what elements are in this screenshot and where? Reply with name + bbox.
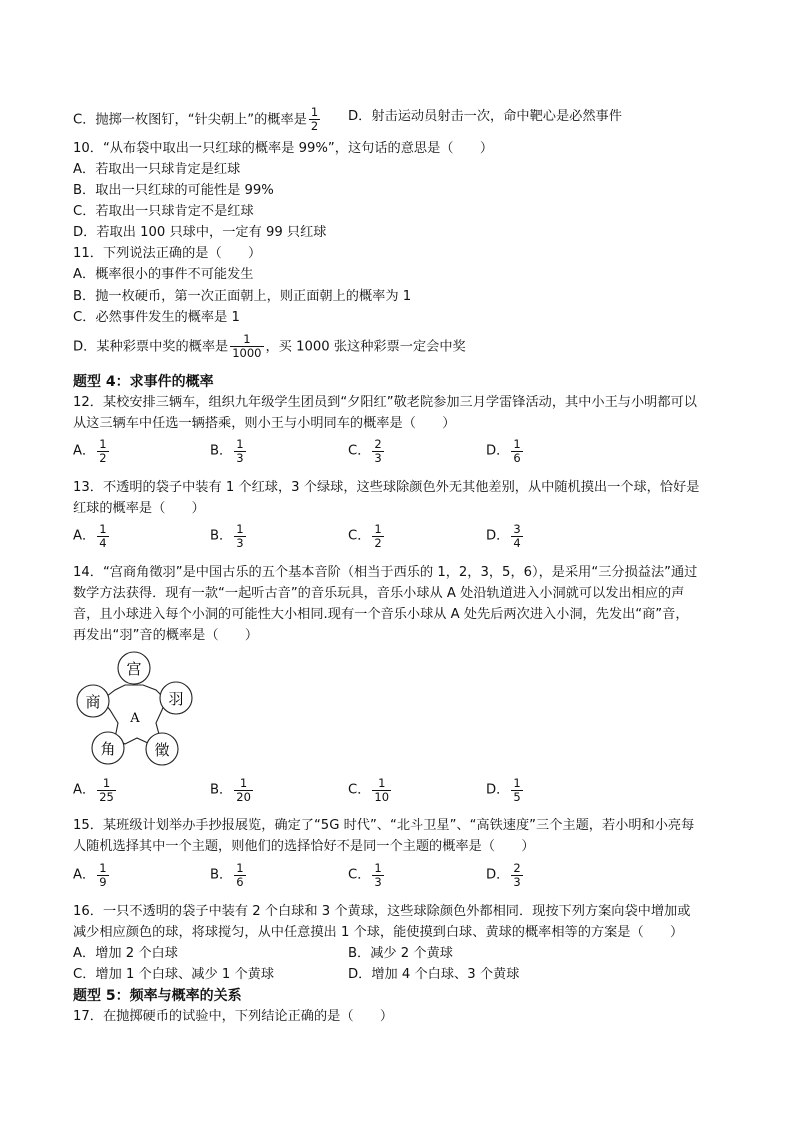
q10-option-a: A．若取出一只球肯定是红球 (73, 162, 241, 177)
q9-option-c-text: C．抛掷一枚图钉，“针尖朝上”的概率是 (73, 112, 307, 128)
option-label: C． (348, 443, 371, 459)
fraction-den: 25 (99, 790, 114, 804)
fraction (309, 106, 320, 133)
option-label: B． (210, 867, 233, 883)
fraction-num: 1 (239, 776, 248, 790)
fraction (234, 523, 245, 550)
fraction (97, 777, 116, 804)
music-star-diagram (70, 650, 200, 770)
q10-stem: 10．“从布袋中取出一只红球的概率是 99%”，这句话的意思是（ ） (73, 141, 494, 156)
q17-stem: 17．在抛掷硬币的试验中，下列结论正确的是（ ） (73, 1009, 394, 1024)
q16-option-c: C．增加 1 个白球、减少 1 个黄球 (73, 967, 275, 982)
q16-option-a: A．增加 2 个白球 (73, 946, 178, 961)
option-label: C． (348, 867, 371, 883)
q10-option-d: D．若取出 100 只球中，一定有 99 只红球 (73, 225, 327, 240)
option-label: D． (486, 528, 510, 544)
fraction-num: 1 (513, 437, 521, 451)
q13-line1: 13．不透明的袋子中装有 1 个红球，3 个绿球，这些球除颜色外无其他差别，从中随机摸出一个球，恰好是 (73, 480, 700, 495)
q16-option-b: B．减少 2 个黄球 (348, 946, 453, 961)
fraction-den: 1000 (232, 346, 262, 360)
fraction (372, 523, 383, 550)
q13-option-a (73, 523, 111, 550)
q16-option-d: D．增加 4 个白球、3 个黄球 (348, 967, 520, 982)
q13-option-c (348, 523, 386, 550)
q15-option-a (73, 862, 111, 889)
q13-line2: 红球的概率是（ ） (73, 501, 205, 516)
q15-option-b (210, 862, 248, 889)
q12-option-c (348, 438, 386, 465)
q10-option-b: B．取出一只红球的可能性是 99% (73, 183, 274, 198)
fraction (511, 438, 522, 465)
fraction-num: 1 (102, 776, 111, 790)
q15-option-d (486, 862, 525, 889)
fraction-den: 4 (513, 536, 521, 550)
fraction-den: 6 (513, 451, 521, 465)
fraction-den: 4 (99, 536, 107, 550)
fraction (234, 777, 253, 804)
q14-line3: 音，且小球进入每个小洞的可能性大小相同.现有一个音乐小球从 A 处先后两次进入小洞，先发出“商”音， (73, 607, 689, 622)
q11-option-d-suffix: ，买 1000 张这种彩票一定会中奖 (265, 339, 466, 355)
fraction (372, 777, 391, 804)
fraction (372, 438, 383, 465)
q14-option-d (486, 777, 525, 804)
fraction (97, 438, 108, 465)
fraction-den: 3 (236, 451, 244, 465)
fraction-num: 2 (374, 437, 382, 451)
fraction-den: 5 (513, 790, 521, 804)
fraction-num: 1 (236, 861, 244, 875)
fraction (97, 862, 108, 889)
fraction-num: 1 (310, 105, 319, 119)
fraction-num: 1 (513, 776, 521, 790)
fraction (372, 862, 383, 889)
fraction-num: 1 (374, 522, 382, 536)
q11-option-c: C．必然事件发生的概率是 1 (73, 310, 240, 325)
q12-option-b (210, 438, 248, 465)
label-yu: 羽 (168, 690, 184, 708)
q15-line2: 人随机选择其中一个主题，则他们的选择恰好不是同一个主题的概率是（ ） (73, 839, 535, 854)
label-center-a: A (130, 711, 140, 726)
option-label: B． (210, 528, 233, 544)
fraction-num: 1 (236, 437, 244, 451)
option-label: D． (486, 782, 510, 798)
q13-option-b (210, 523, 248, 550)
option-label: A． (73, 867, 96, 883)
q14-line2: 数学方法获得．现有一款“一起听古音”的音乐玩具，音乐小球从 A 处沿轨道进入小洞就可以发出相应的声 (73, 586, 685, 601)
fraction-num: 1 (99, 522, 107, 536)
fraction (234, 438, 245, 465)
q12-option-d (486, 438, 525, 465)
fraction-num: 1 (243, 332, 251, 346)
fraction-den: 3 (374, 875, 382, 889)
q15-line1: 15．某班级计划举办手抄报展览，确定了“5G 时代”、“北斗卫星”、“高铁速度”三个主题，若小明和小亮每 (73, 818, 695, 833)
fraction-num: 1 (236, 522, 244, 536)
q15-option-c (348, 862, 386, 889)
q11-option-d-prefix: D．某种彩票中奖的概率是 (73, 339, 229, 355)
option-label: D． (486, 443, 510, 459)
q11-option-a: A．概率很小的事件不可能发生 (73, 267, 254, 282)
q14-option-b (210, 777, 255, 804)
fraction (230, 333, 263, 360)
fraction-num: 2 (513, 861, 521, 875)
fraction (97, 523, 108, 550)
fraction-den: 9 (99, 875, 107, 889)
q10-option-c: C．若取出一只球肯定不是红球 (73, 204, 254, 219)
q14-option-a (73, 777, 118, 804)
fraction-num: 3 (513, 522, 521, 536)
fraction-num: 1 (374, 861, 382, 875)
option-label: B． (210, 443, 233, 459)
option-label: B． (210, 782, 233, 798)
label-gong: 宫 (126, 660, 142, 678)
fraction-num: 1 (378, 776, 386, 790)
q14-line1: 14．“宫商角徵羽”是中国古乐的五个基本音阶（相当于西乐的 1，2，3，5，6），是采用“三分损益法”通过 (73, 565, 698, 580)
fraction-den: 3 (513, 875, 521, 889)
q13-option-d (486, 523, 525, 550)
fraction-den: 6 (236, 875, 244, 889)
section-heading-5: 题型 5：频率与概率的关系 (73, 988, 242, 1004)
q12-line2: 从这三辆车中任选一辆搭乘，则小王与小明同车的概率是（ ） (73, 416, 456, 431)
option-label: A． (73, 528, 96, 544)
q12-line1: 12．某校安排三辆车，组织九年级学生团员到“夕阳红”敬老院参加三月学雷锋活动，其中小王与小明都可以 (73, 395, 697, 410)
q11-option-d (73, 333, 466, 360)
fraction-den: 10 (374, 790, 390, 804)
q14-option-c (348, 777, 393, 804)
fraction (511, 523, 522, 550)
label-zhi: 徵 (154, 741, 170, 759)
fraction (511, 777, 522, 804)
q16-line1: 16．一只不透明的袋子中装有 2 个白球和 3 个黄球，这些球除颜色外都相同．现按下列方案向袋中增加或 (73, 904, 691, 919)
q12-option-a (73, 438, 111, 465)
q9-option-c (73, 106, 322, 133)
section-heading-4: 题型 4：求事件的概率 (73, 374, 214, 390)
option-label: C． (348, 528, 371, 544)
fraction-den: 3 (236, 536, 244, 550)
q16-line2: 减少相应颜色的球，将球搅匀，从中任意摸出 1 个球，能使摸到白球、黄球的概率相等的方案是（ ） (73, 925, 684, 940)
q14-line4: 再发出“羽”音的概率是（ ） (73, 628, 259, 643)
label-shang: 商 (85, 693, 101, 711)
q11-stem: 11．下列说法正确的是（ ） (73, 246, 262, 261)
option-label: A． (73, 443, 96, 459)
option-label: A． (73, 782, 96, 798)
fraction-den: 2 (310, 119, 319, 133)
fraction (234, 862, 245, 889)
fraction-num: 1 (99, 437, 107, 451)
fraction-den: 2 (99, 451, 107, 465)
fraction-den: 20 (236, 790, 251, 804)
label-jue: 角 (100, 740, 116, 758)
fraction-den: 2 (374, 536, 382, 550)
q9-option-d: D．射击运动员射击一次，命中靶心是必然事件 (348, 109, 622, 124)
option-label: C． (348, 782, 371, 798)
fraction-num: 1 (99, 861, 107, 875)
q11-option-b: B．抛一枚硬币，第一次正面朝上，则正面朝上的概率为 1 (73, 289, 412, 304)
fraction (511, 862, 522, 889)
fraction-den: 3 (374, 451, 382, 465)
option-label: D． (486, 867, 510, 883)
